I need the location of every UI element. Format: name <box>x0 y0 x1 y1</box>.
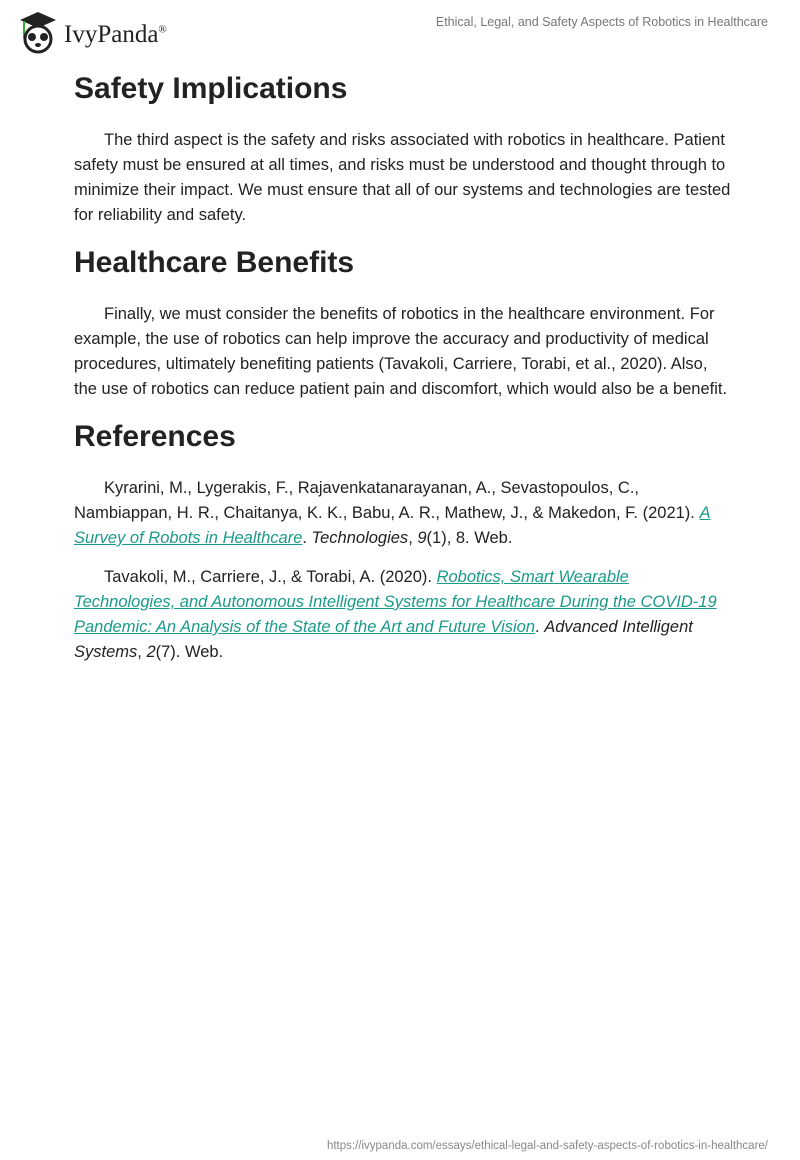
reference-item: Tavakoli, M., Carriere, J., & Torabi, A. (2020). Robotics, Smart Wearable Technologies, and Autonomous Intelligent Systems for Healthcare During the COVID-19 Pandemic: An Analysis of the State of the Art and Future Vision. Advanced Intelligent Systems, 2(7). Web. <box>74 568 717 661</box>
section-heading: Healthcare Benefits <box>74 246 355 279</box>
paragraph: The third aspect is the safety and risks associated with robotics in healthcare. Patient safety must be ensured at all times, and risks must be understood and thought through to minimize their impact. We must ensure that all of our systems and technologies are tested for reliability and safety. <box>74 131 731 224</box>
reference-item: Kyrarini, M., Lygerakis, F., Rajavenkatanarayanan, A., Sevastopoulos, C., Nambiappan, H. R., Chaitanya, K. K., Babu, A. R., Mathew, J., & Makedon, F. (2021). A Survey of Robots in Healthcare. Technologies, 9(1), 8. Web. <box>74 479 711 547</box>
logo-text: IvyPanda® <box>64 21 167 48</box>
section-benefits <box>74 246 734 402</box>
paragraph: Finally, we must consider the benefits of robotics in the healthcare environment. For example, the use of robotics can help improve the accuracy and productivity of medical procedures, ultimately benefiting patients (Tavakoli, Carriere, Torabi, et al., 2020). Also, the use of robotics can reduce patient pain and discomfort, which would also be a benefit. <box>74 305 728 398</box>
essay-content <box>74 72 734 683</box>
ivypanda-logo[interactable] <box>18 10 167 54</box>
document-title: Ethical, Legal, and Safety Aspects of Robotics in Healthcare <box>435 15 768 29</box>
footer-url[interactable]: https://ivypanda.com/essays/ethical-legal-and-safety-aspects-of-robotics-in-healthcare/ <box>326 1140 768 1152</box>
section-heading: Safety Implications <box>74 72 348 105</box>
section-references <box>74 420 734 665</box>
section-heading: References <box>74 420 236 453</box>
section-safety <box>74 72 734 228</box>
panda-graduate-icon <box>18 10 58 54</box>
reference-link[interactable]: Robotics, Smart Wearable Technologies, and Autonomous Intelligent Systems for Healthcare During the COVID-19 Pandemic: An Analysis of the State of the Art and Future Vision <box>74 568 717 636</box>
reference-link[interactable]: A Survey of Robots in Healthcare <box>74 504 711 547</box>
